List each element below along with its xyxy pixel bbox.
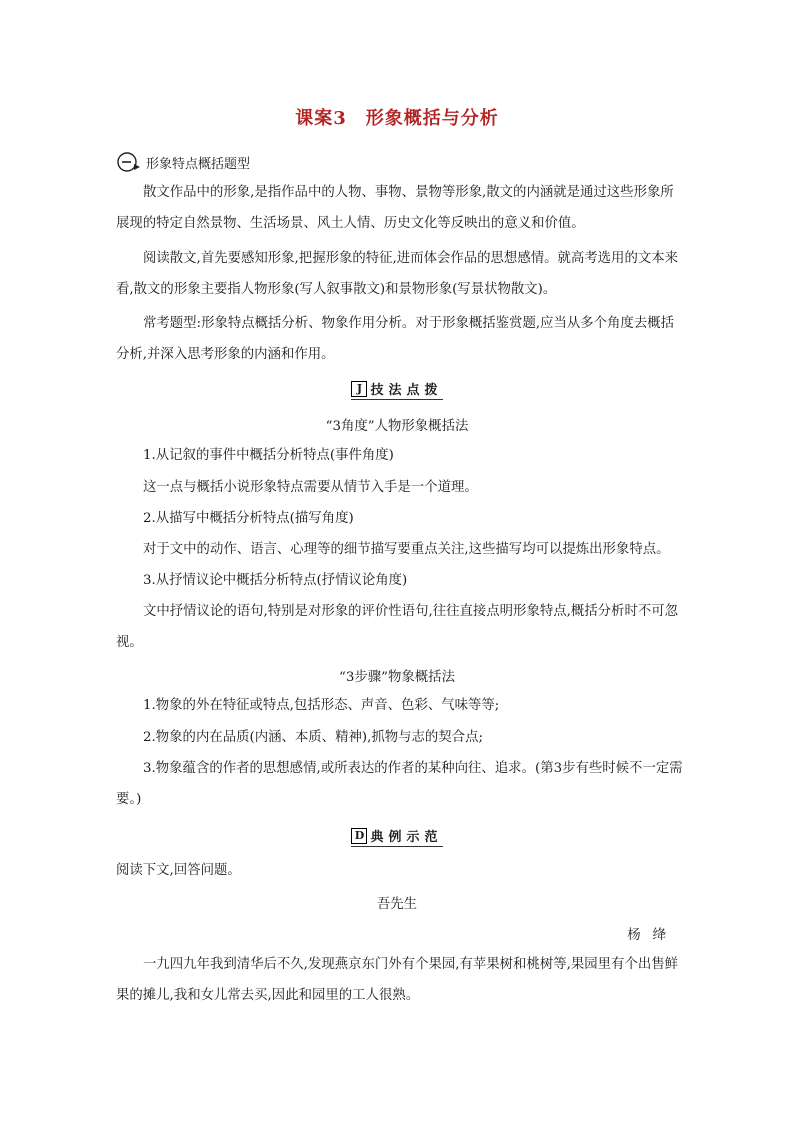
intro-paragraph-1: 散文作品中的形象,是指作品中的人物、事物、景物等形象,散文的内涵就是通过这些形象所展现的特定自然景物、生活场景、风土人情、历史文化等反映出的意义和价值。: [116, 185, 674, 231]
tips-heading: 技法点拨: [370, 383, 443, 398]
method2-step-2: 2.物象的内在品质(内涵、本质、精神),抓物与志的契合点;: [143, 730, 483, 745]
tips-badge-icon: J: [351, 381, 367, 397]
method1-item-1: 1.从记叙的事件中概括分析特点(事件角度): [143, 448, 394, 463]
method2-step-1: 1.物象的外在特征或特点,包括形态、声音、色彩、气味等等;: [143, 698, 500, 713]
reading-instruction: 阅读下文,回答问题。: [116, 863, 241, 878]
article-paragraph-1: 一九四九年我到清华后不久,发现燕京东门外有个果园,有苹果树和桃树等,果园里有个出售鲜果的摊儿,我和女儿常去买,因此和园里的工人很熟。: [116, 957, 679, 1003]
method1-item-1-desc: 这一点与概括小说形象特点需要从情节入手是一个道理。: [143, 480, 478, 495]
method1-item-3-desc: 文中抒情议论的语句,特别是对形象的评价性语句,往往直接点明形象特点,概括分析时不可忽视。: [116, 604, 679, 650]
section-label: 形象特点概括题型: [146, 156, 251, 172]
page-title: 课案3 形象概括与分析: [295, 108, 499, 129]
intro-paragraph-2: 阅读散文,首先要感知形象,把握形象的特征,进而体会作品的思想感情。就高考选用的文本来看,散文的形象主要指人物形象(写人叙事散文)和景物形象(写景状物散文)。: [116, 251, 679, 297]
method2-step-3: 3.物象蕴含的作者的思想感情,或所表达的作者的某种向往、追求。(第3步有些时候不一定需要。): [116, 761, 683, 807]
section-number-one-icon: [116, 150, 140, 174]
example-banner: [0, 826, 794, 847]
method1-item-2: 2.从描写中概括分析特点(描写角度): [143, 511, 354, 526]
method1-item-3: 3.从抒情议论中概括分析特点(抒情议论角度): [143, 573, 408, 588]
example-badge-icon: D: [351, 828, 367, 844]
method1-item-2-desc: 对于文中的动作、语言、心理等的细节描写要重点关注,这些描写均可以提炼出形象特点。: [143, 542, 670, 557]
method1-title: “3角度”人物形象概括法: [325, 419, 469, 434]
example-heading: 典例示范: [370, 830, 443, 845]
article-title: 吾先生: [376, 897, 418, 912]
article-author: 杨绛: [627, 928, 678, 943]
intro-paragraph-3: 常考题型:形象特点概括分析、物象作用分析。对于形象概括鉴赏题,应当从多个角度去概括分析,并深入思考形象的内涵和作用。: [116, 316, 674, 362]
method2-title: “3步骤”物象概括法: [339, 670, 455, 685]
section-heading: [116, 150, 250, 174]
tips-banner: [0, 379, 794, 400]
